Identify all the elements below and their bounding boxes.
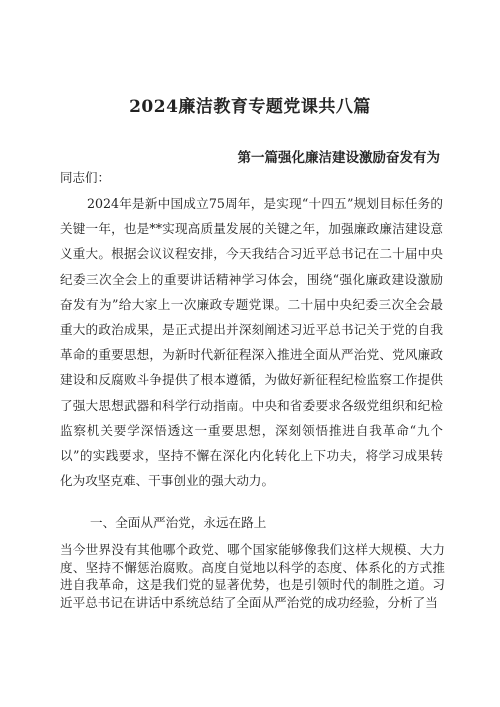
document-title: 2024廉洁教育专题党课共八篇	[129, 97, 371, 117]
section-heading: 一、全面从严治党，永远在路上	[90, 515, 267, 530]
body-paragraph-2: 当今世界没有其他哪个政党、哪个国家能够像我们这样大规模、大力度、坚持不懈惩治腐败。高度自觉地以科学的态度、体系化的方式推进自我革命，这是我们党的显著优势，也是引领时代的制胜之道。习近平总书记在讲话中系统总结了全面从严治党的成功经验，分析了当	[60, 542, 445, 610]
greeting: 同志们：	[60, 170, 111, 185]
document-subtitle: 第一篇强化廉洁建设激励奋发有为	[237, 150, 440, 166]
body-paragraph-1: 2024年是新中国成立75周年，是实现“十四五”规划目标任务的关键一年，也是**实现高质量发展的关键之年，加强廉政廉洁建设意义重大。根据会议议程安排，今天我结合习近平总书记在二十届中央纪委三次全会上的重要讲话精神学习体会，围绕“强化廉政建设激励奋发有为”给大家上一次廉政专题党课。二十届中央纪委三次全会最重大的政治成果，是正式提出并深刻阐述习近平总书记关于党的自我革命的重要思想，为新时代新征程深入推进全面从严治党、党风廉政建设和反腐败斗争提供了根本遵循，为做好新征程纪检监察工作提供了强大思想武器和科学行动指南。中央和省委要求各级党组织和纪检监察机关要学深悟透这一重要思想，深刻领悟推进自我革命“九个以”的实践要求，坚持不懈在深化内化转化上下功夫，将学习成果转化为攻坚克难、干事创业的强大动力。	[60, 196, 443, 489]
